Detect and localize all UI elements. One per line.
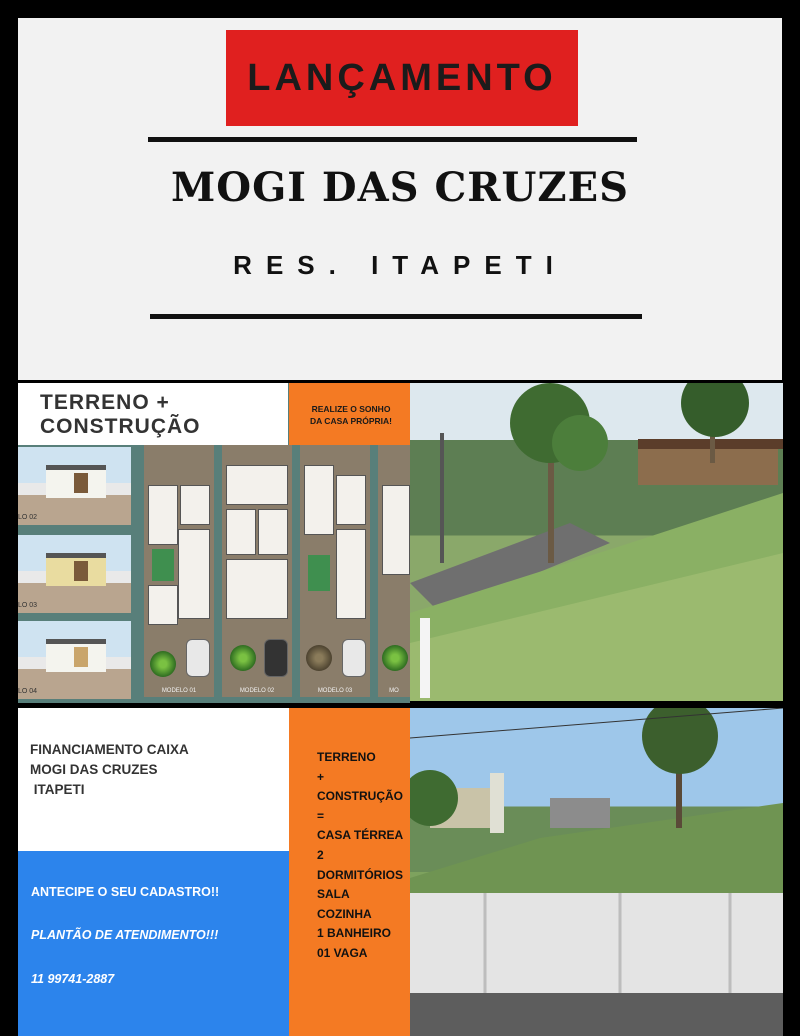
feature-item: CASA TÉRREA xyxy=(317,828,404,843)
feature-item: + xyxy=(317,769,325,784)
floor-plan-model-2 xyxy=(222,445,292,697)
facade-label: LO 03 xyxy=(18,602,38,609)
model-label: MODELO 03 xyxy=(317,688,353,694)
features-box xyxy=(289,708,410,1036)
lot-photo-street xyxy=(410,383,783,701)
floor-plan-model-4 xyxy=(378,445,410,697)
features-list xyxy=(317,748,409,964)
feature-item: DORMITÓRIOS xyxy=(317,867,403,882)
feature-item: SALA xyxy=(317,887,350,902)
financing-line1: FINANCIAMENTO CAIXA xyxy=(30,742,189,757)
floor-plan-panel xyxy=(18,383,410,703)
facade-render xyxy=(18,621,131,699)
slogan-text xyxy=(295,403,407,427)
model-label: MODELO 01 xyxy=(161,688,197,694)
facade-label: LO 04 xyxy=(18,688,38,695)
slogan-line1: REALIZE O SONHO xyxy=(311,404,391,414)
plan-title xyxy=(40,391,290,439)
residential-name: RES. ITAPETI xyxy=(233,250,567,280)
divider-bottom xyxy=(150,314,642,319)
facade-label: LO 02 xyxy=(18,514,38,521)
feature-item: CONSTRUÇÃO xyxy=(317,789,403,804)
plan-title-line1: TERRENO + xyxy=(40,391,170,414)
plan-header xyxy=(18,383,288,445)
phone-number[interactable]: 11 99741-2887 xyxy=(31,972,115,986)
facade-render xyxy=(18,447,131,525)
floor-plan-model-1 xyxy=(144,445,214,697)
feature-item: 2 xyxy=(317,847,324,862)
financing-text xyxy=(30,740,285,800)
feature-item: TERRENO xyxy=(317,750,376,764)
slogan-line2: DA CASA PRÓPRIA! xyxy=(309,416,392,426)
facade-render xyxy=(18,535,131,613)
slogan-box xyxy=(289,383,410,445)
feature-item: 1 BANHEIRO xyxy=(317,926,392,941)
plan-title-line2: CONSTRUÇÃO xyxy=(40,415,201,438)
model-label: MO xyxy=(389,688,399,694)
financing-box xyxy=(18,708,289,851)
contact-box xyxy=(18,851,289,1036)
service-desk-text: PLANTÃO DE ATENDIMENTO!!! xyxy=(31,928,219,942)
model-label: MODELO 02 xyxy=(239,688,275,694)
financing-line2: MOGI DAS CRUZES xyxy=(30,762,158,777)
feature-item: = xyxy=(317,808,325,823)
signup-cta: ANTECIPE O SEU CADASTRO!! xyxy=(31,885,220,899)
city-title: MOGI DAS CRUZES xyxy=(171,164,629,211)
financing-line3: ITAPETI xyxy=(30,782,85,797)
lot-photo-wall xyxy=(410,708,783,1036)
divider-top xyxy=(148,137,637,142)
launch-badge: LANÇAMENTO xyxy=(226,30,578,126)
feature-item: 01 VAGA xyxy=(317,945,368,960)
feature-item: COZINHA xyxy=(317,906,372,921)
floor-plan-model-3 xyxy=(300,445,370,697)
